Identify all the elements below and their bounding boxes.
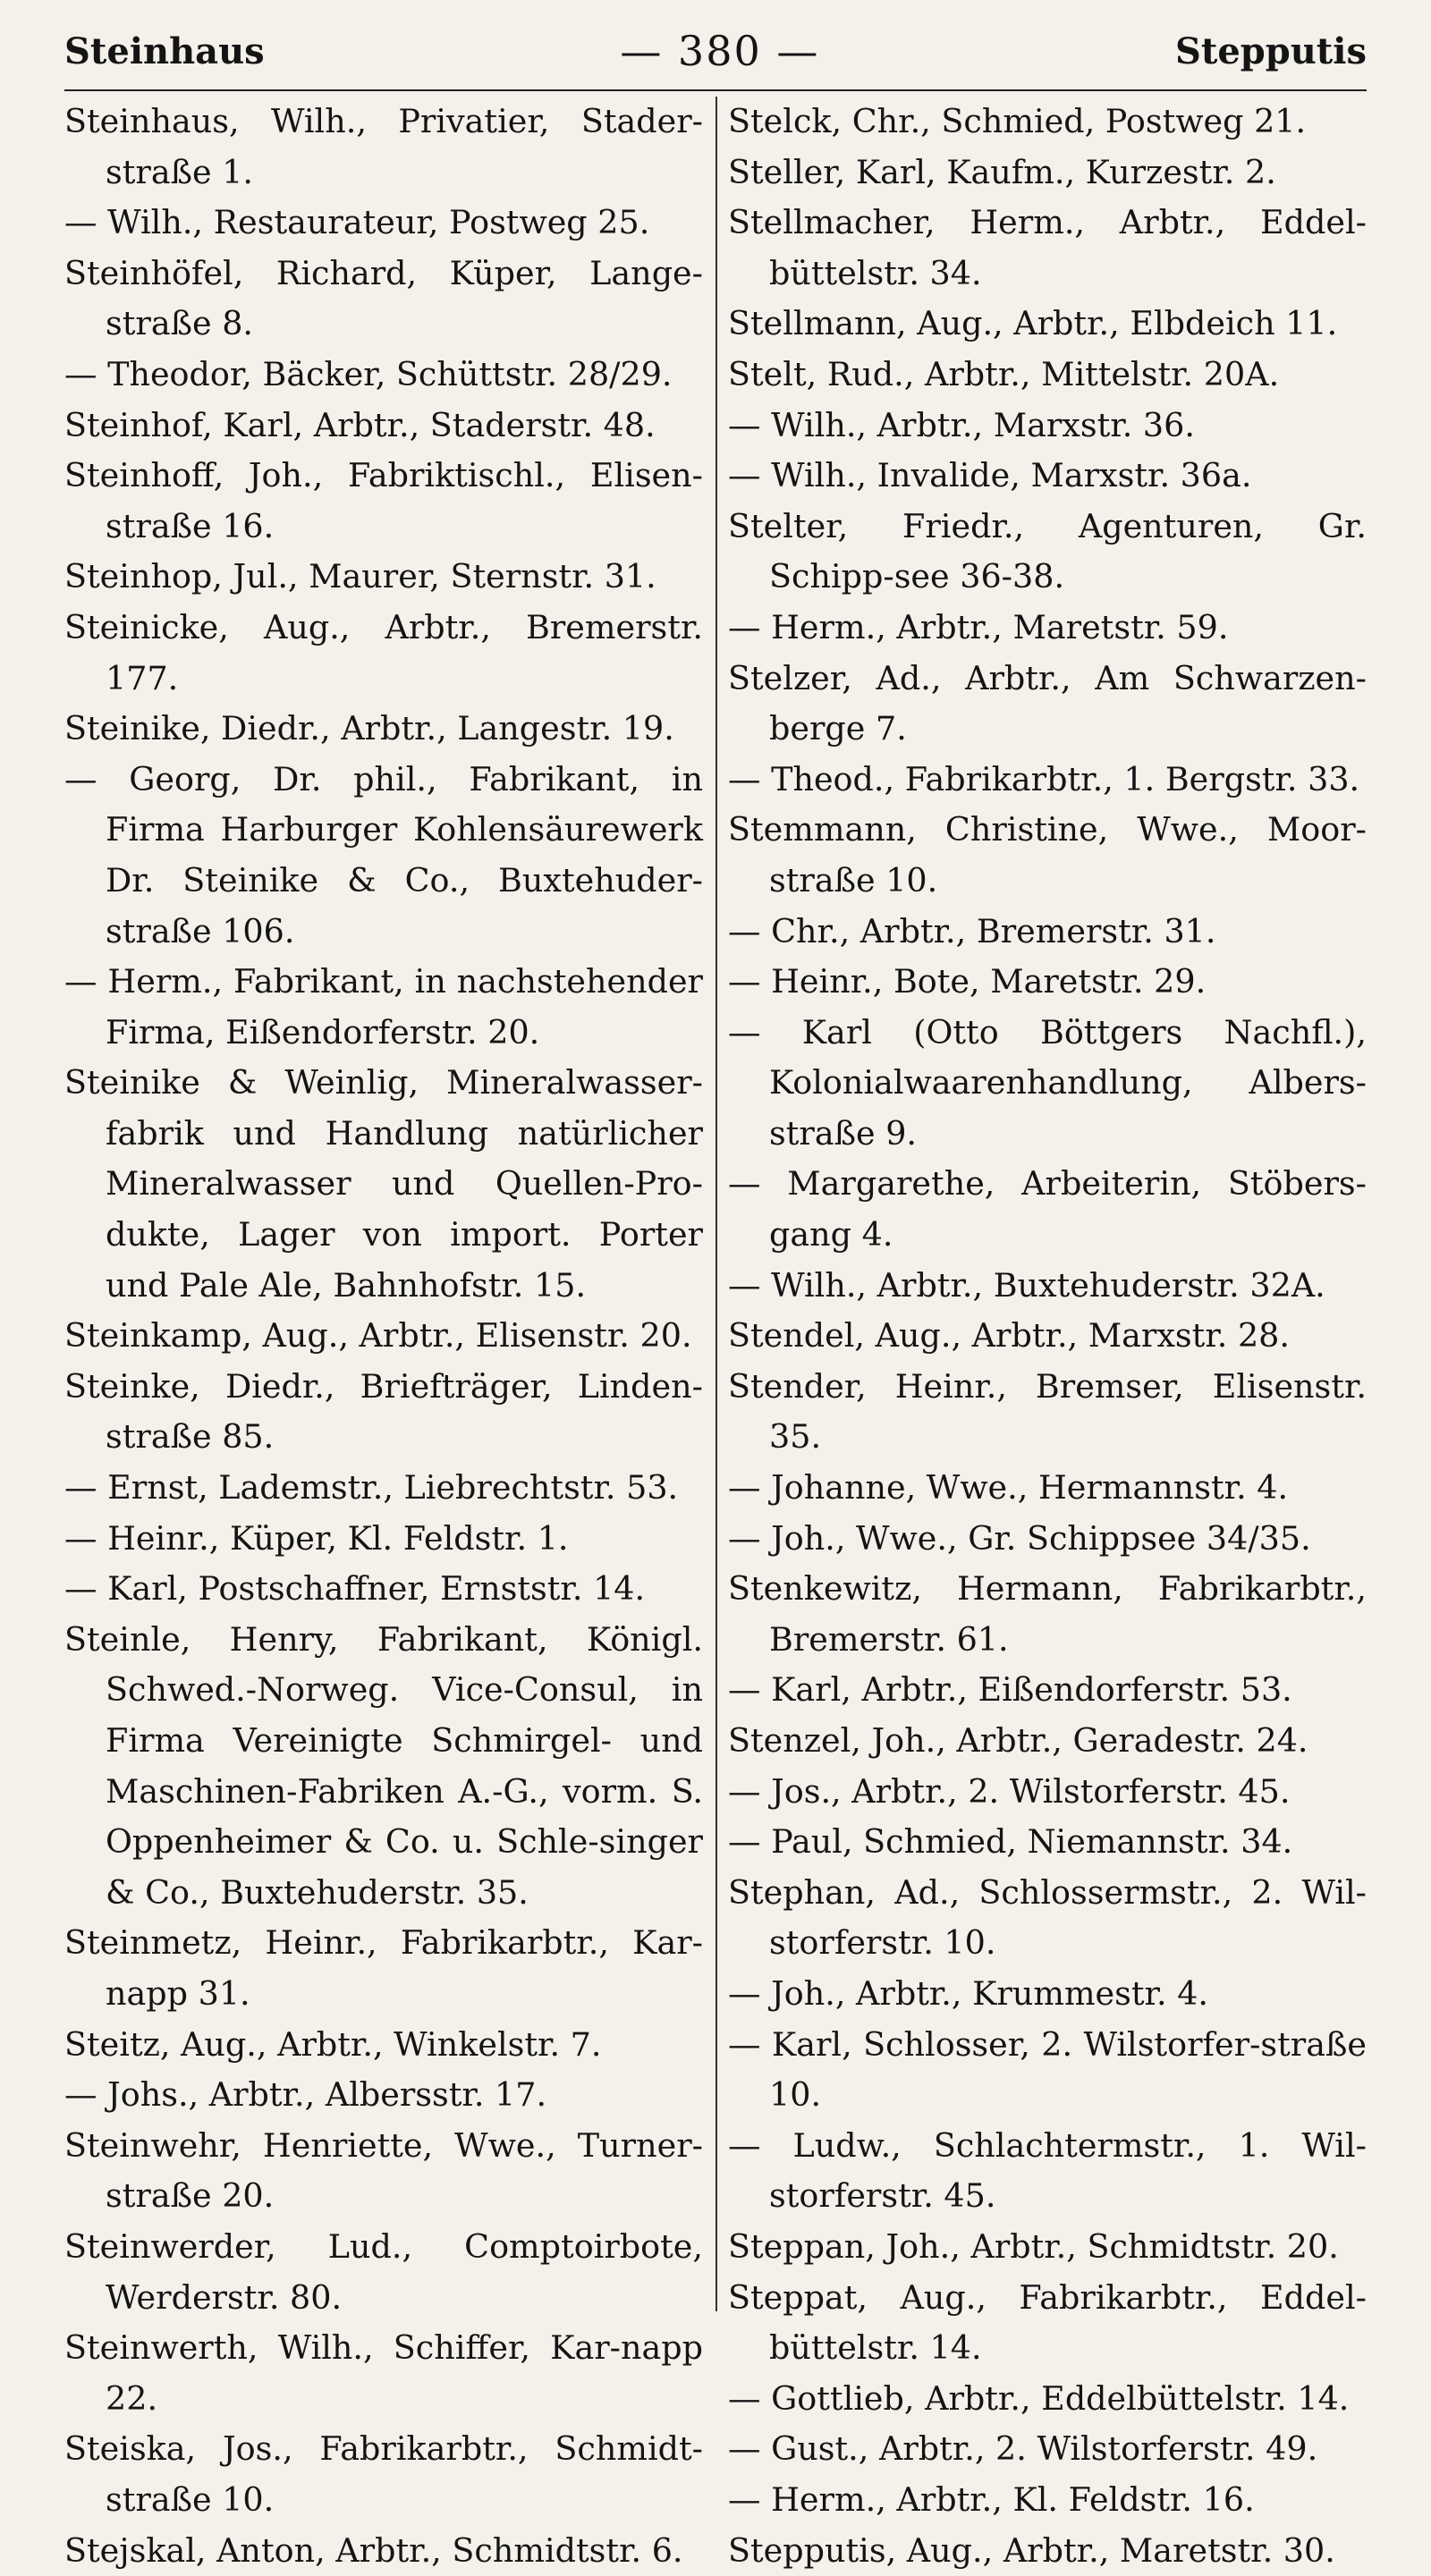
directory-entry: Steinwerder, Lud., Comptoirbote, Werderstr. 80. — [64, 2222, 703, 2323]
directory-entry: Steinke, Diedr., Briefträger, Linden-straße 85. — [64, 1362, 703, 1463]
directory-entry: Steinwehr, Henriette, Wwe., Turner-straße 20. — [64, 2121, 703, 2222]
directory-entry: — Wilh., Restaurateur, Postweg 25. — [64, 198, 703, 249]
directory-entry: — Jos., Arbtr., 2. Wilstorferstr. 45. — [728, 1767, 1367, 1818]
page-header — [64, 20, 1367, 82]
directory-entry: Steinle, Henry, Fabrikant, Königl. Schwed.-Norweg. Vice-Consul, in Firma Vereinigte Schmirgel- und Maschinen-Fabriken A.-G., vorm. S. Oppenheimer & Co. u. Schle-singer & Co., Buxtehuderstr. 35. — [64, 1615, 703, 1919]
directory-entry: — Karl, Postschaffner, Ernststr. 14. — [64, 1564, 703, 1615]
directory-entry: Steppan, Joh., Arbtr., Schmidtstr. 20. — [728, 2222, 1367, 2273]
directory-entry: Steinwerth, Wilh., Schiffer, Kar-napp 22. — [64, 2323, 703, 2424]
directory-entry: Steinhöfel, Richard, Küper, Lange-straße 8. — [64, 249, 703, 350]
directory-entry: Stelck, Chr., Schmied, Postweg 21. — [728, 97, 1367, 148]
header-rule — [64, 89, 1367, 91]
directory-entry: Stellmacher, Herm., Arbtr., Eddel-büttelstr. 34. — [728, 198, 1367, 299]
directory-entry: — Gust., Arbtr., 2. Wilstorferstr. 49. — [728, 2424, 1367, 2475]
directory-entry: — Wilh., Arbtr., Buxtehuderstr. 32A. — [728, 1261, 1367, 1312]
directory-entry: — Joh., Wwe., Gr. Schippsee 34/35. — [728, 1514, 1367, 1565]
directory-entry: — Gottlieb, Arbtr., Eddelbüttelstr. 14. — [728, 2374, 1367, 2425]
directory-entry: — Wilh., Arbtr., Marxstr. 36. — [728, 401, 1367, 452]
directory-entry: — Johanne, Wwe., Hermannstr. 4. — [728, 1463, 1367, 1514]
directory-entry: Steiska, Jos., Fabrikarbtr., Schmidt-straße 10. — [64, 2424, 703, 2525]
directory-entry: — Wilh., Invalide, Marxstr. 36a. — [728, 451, 1367, 502]
header-left-keyword: Steinhaus — [64, 30, 265, 72]
directory-entry: — Margarethe, Arbeiterin, Stöbers-gang 4. — [728, 1159, 1367, 1260]
directory-entry: — Paul, Schmied, Niemannstr. 34. — [728, 1817, 1367, 1868]
directory-entry: Steinike, Diedr., Arbtr., Langestr. 19. — [64, 704, 703, 755]
directory-entry: — Karl (Otto Böttgers Nachfl.), Kolonialwaarenhandlung, Albers-straße 9. — [728, 1008, 1367, 1160]
directory-entry: Stendel, Aug., Arbtr., Marxstr. 28. — [728, 1311, 1367, 1362]
directory-entry: Stephan, Ad., Schlossermstr., 2. Wil-storferstr. 10. — [728, 1868, 1367, 1969]
directory-entry: Stenkewitz, Hermann, Fabrikarbtr., Bremerstr. 61. — [728, 1564, 1367, 1665]
directory-entry: — Karl, Arbtr., Eißendorferstr. 53. — [728, 1665, 1367, 1716]
directory-entry: Steitz, Aug., Arbtr., Winkelstr. 7. — [64, 2020, 703, 2071]
directory-entry: Steinhaus, Wilh., Privatier, Stader-straße 1. — [64, 97, 703, 198]
directory-entry: Stejskal, Anton, Arbtr., Schmidtstr. 6. — [64, 2526, 703, 2576]
right-column — [714, 97, 1367, 2338]
directory-entry: Stellmann, Aug., Arbtr., Elbdeich 11. — [728, 299, 1367, 350]
directory-entry: Steller, Karl, Kaufm., Kurzestr. 2. — [728, 148, 1367, 198]
directory-entry: Stelt, Rud., Arbtr., Mittelstr. 20A. — [728, 350, 1367, 401]
directory-entry: Steinhof, Karl, Arbtr., Staderstr. 48. — [64, 401, 703, 452]
directory-entry: Stender, Heinr., Bremser, Elisenstr. 35. — [728, 1362, 1367, 1463]
directory-entry: Steppat, Aug., Fabrikarbtr., Eddel-büttelstr. 14. — [728, 2273, 1367, 2374]
header-right-keyword: Stepputis — [1175, 30, 1367, 72]
directory-entry: — Johs., Arbtr., Albersstr. 17. — [64, 2070, 703, 2121]
directory-entry: Steinkamp, Aug., Arbtr., Elisenstr. 20. — [64, 1311, 703, 1362]
directory-entry: — Ludw., Schlachtermstr., 1. Wil-storferstr. 45. — [728, 2121, 1367, 2222]
directory-entry: — Georg, Dr. phil., Fabrikant, in Firma Harburger Kohlensäurewerk Dr. Steinike & Co., Buxtehuder-straße 106. — [64, 755, 703, 957]
directory-entry: — Theodor, Bäcker, Schüttstr. 28/29. — [64, 350, 703, 401]
directory-entry: — Karl, Schlosser, 2. Wilstorfer-straße 10. — [728, 2020, 1367, 2121]
directory-entry: — Herm., Arbtr., Maretstr. 59. — [728, 603, 1367, 654]
directory-entry: — Joh., Arbtr., Krummestr. 4. — [728, 1969, 1367, 2020]
columns — [64, 97, 1367, 2338]
directory-entry: Stelter, Friedr., Agenturen, Gr. Schipp-see 36-38. — [728, 502, 1367, 603]
directory-entry: Steinike & Weinlig, Mineralwasser-fabrik und Handlung natürlicher Mineralwasser und Quellen-Pro-dukte, Lager von import. Porter und Pale Ale, Bahnhofstr. 15. — [64, 1058, 703, 1311]
directory-entry: — Herm., Fabrikant, in nachstehender Firma, Eißendorferstr. 20. — [64, 957, 703, 1058]
directory-entry: Stenzel, Joh., Arbtr., Geradestr. 24. — [728, 1716, 1367, 1767]
directory-entry: — Heinr., Bote, Maretstr. 29. — [728, 957, 1367, 1008]
left-column — [64, 97, 714, 2338]
directory-entry: Steinmetz, Heinr., Fabrikarbtr., Kar-napp 31. — [64, 1918, 703, 2019]
directory-entry: Steinicke, Aug., Arbtr., Bremerstr. 177. — [64, 603, 703, 704]
page-number: — 380 — — [620, 27, 819, 75]
directory-entry: Steinhoff, Joh., Fabriktischl., Elisen-straße 16. — [64, 451, 703, 552]
directory-entry: Stelzer, Ad., Arbtr., Am Schwarzen-berge 7. — [728, 654, 1367, 755]
directory-entry: Steinhop, Jul., Maurer, Sternstr. 31. — [64, 552, 703, 603]
directory-entry: — Herm., Arbtr., Kl. Feldstr. 16. — [728, 2475, 1367, 2526]
directory-entry: — Chr., Arbtr., Bremerstr. 31. — [728, 907, 1367, 958]
directory-entry: — Ernst, Lademstr., Liebrechtstr. 53. — [64, 1463, 703, 1514]
directory-entry: Stepputis, Aug., Arbtr., Maretstr. 30. — [728, 2526, 1367, 2576]
directory-entry: — Heinr., Küper, Kl. Feldstr. 1. — [64, 1514, 703, 1565]
directory-entry: Stemmann, Christine, Wwe., Moor-straße 10. — [728, 805, 1367, 906]
directory-entry: — Theod., Fabrikarbtr., 1. Bergstr. 33. — [728, 755, 1367, 806]
